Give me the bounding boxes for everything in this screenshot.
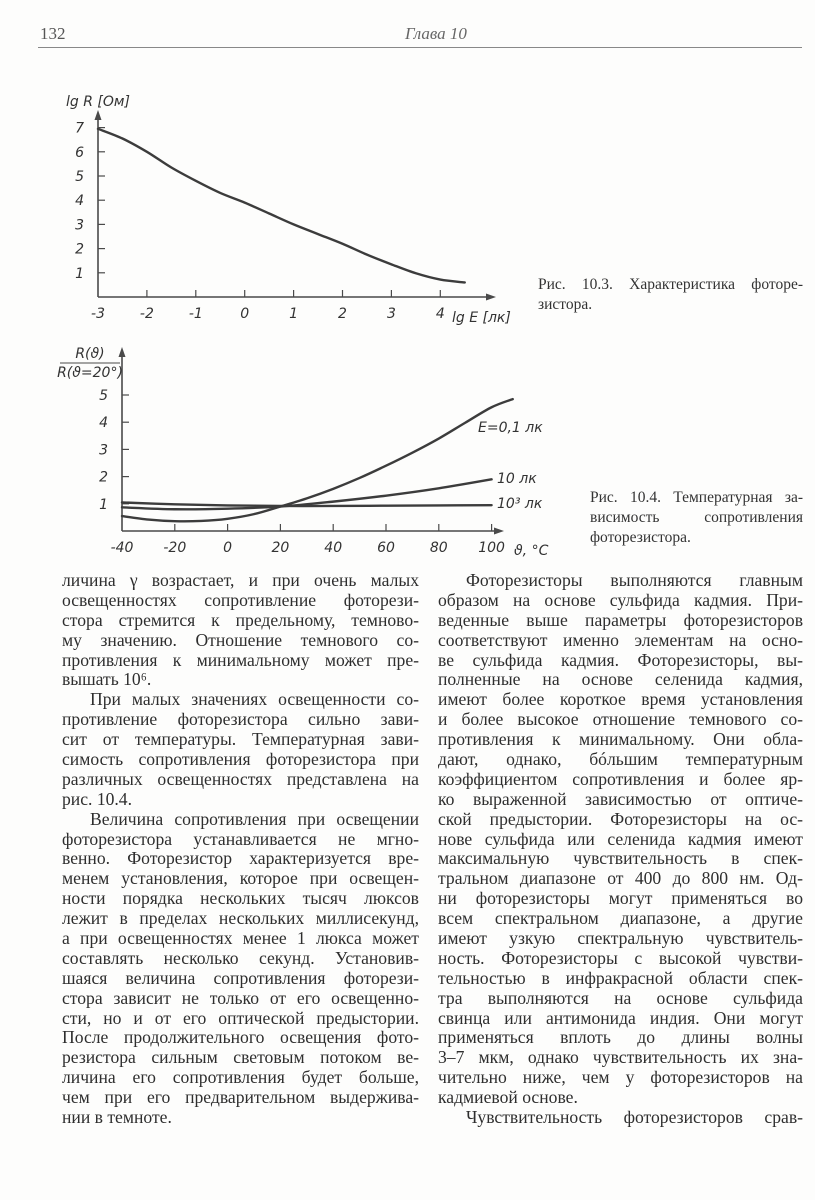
x-tick-label: -2 <box>139 306 154 322</box>
text-line: Чувствительность фоторезисторов срав- <box>466 1107 803 1128</box>
x-tick-label: 60 <box>377 540 395 556</box>
x-axis-arrow-icon <box>486 294 496 301</box>
caption-line: висимость сопротивления <box>590 509 803 526</box>
text-line: тральном диапазоне от 400 до 800 нм. Од- <box>438 868 803 889</box>
text-line: максимальную чувствительность в спек- <box>438 848 803 869</box>
text-line: После продолжительного освещения фото- <box>62 1027 419 1048</box>
x-tick-label: 0 <box>223 540 233 556</box>
x-tick-label: -1 <box>188 306 203 322</box>
x-tick-label: 3 <box>386 306 396 322</box>
y-axis-arrow-icon <box>95 110 102 120</box>
text-line: дают, однако, бóльшим температурным <box>438 749 803 770</box>
x-axis-label: ϑ, °C <box>514 543 549 559</box>
text-line: применяться вплоть до длины волны <box>438 1027 803 1048</box>
x-tick-label: 40 <box>324 540 343 556</box>
text-line: му значению. Отношение темнового со- <box>62 629 419 650</box>
text-line: При малых значениях освещенности со- <box>90 689 419 710</box>
caption-line: фоторезистора. <box>590 529 691 546</box>
text-line: сит от температуры. Температурная зави- <box>62 729 419 750</box>
x-tick-label: 1 <box>289 306 299 322</box>
series-label: 10³ лк <box>497 496 543 512</box>
text-line: Фоторезисторы выполняются главным <box>466 570 803 590</box>
y-tick-label: 4 <box>75 193 84 210</box>
text-line: образом на основе сульфида кадмия. При- <box>438 589 803 610</box>
text-line: шаяся величина сопротивления фоторези- <box>62 967 419 988</box>
text-line: менем установления, которое при освещен- <box>62 868 419 889</box>
y-tick-label: 3 <box>75 217 84 234</box>
y-tick-label: 7 <box>75 120 84 137</box>
text-line: ни фоторезисторы могут применяться во <box>438 888 803 909</box>
x-axis-label: lg E [лк] <box>452 310 511 326</box>
y-tick-label: 2 <box>75 241 84 258</box>
text-line: ность. Фоторезисторы с высокой чувстви- <box>438 947 803 968</box>
text-line: стора зависит не только от его освещенно- <box>62 987 419 1008</box>
text-line: резистора сильным световым потоком ве- <box>62 1047 419 1068</box>
y-tick-label: 5 <box>75 169 84 185</box>
series-label: 10 лк <box>497 471 537 487</box>
caption-line: зистора. <box>538 296 593 313</box>
x-tick-label: 100 <box>478 540 505 556</box>
text-line: различных освещенностях представлена на <box>62 768 419 789</box>
text-line: вышать 10⁶. <box>62 669 152 690</box>
x-axis-arrow-icon <box>494 528 504 535</box>
y-tick-label: 6 <box>75 144 84 161</box>
text-line: всем спектральном диапазоне, а другие <box>438 908 803 929</box>
text-line: составлять несколько секунд. Установив- <box>62 947 419 968</box>
text-line: личина его сопротивления будет больше, <box>62 1067 419 1088</box>
text-line: веденные выше параметры фоторезисторов <box>438 609 803 630</box>
x-tick-label: 2 <box>338 306 347 322</box>
text-line: и более высокое отношение темнового со- <box>438 709 803 730</box>
x-tick-label: 80 <box>429 540 448 556</box>
caption-line: Рис. 10.3. Характеристика фоторе- <box>538 276 803 293</box>
left-text-column <box>62 571 419 1128</box>
page-number: 132 <box>40 24 66 43</box>
text-line: чем при его предварительном выдержива- <box>62 1087 419 1108</box>
figure-10-4-caption <box>590 488 803 548</box>
text-line: коэффициентом сопротивления и более яр- <box>438 768 803 789</box>
x-tick-label: 20 <box>271 540 290 556</box>
x-tick-label: 4 <box>435 306 445 322</box>
text-line: имеют узкую спектральную чувствитель- <box>438 928 803 949</box>
text-line: 3–7 мкм, однако чувствительность их зна- <box>438 1047 803 1068</box>
text-line: противление фоторезистора сильно зави- <box>62 709 419 730</box>
x-tick-label: -40 <box>110 540 134 556</box>
text-line: фоторезистора устанавливается не мгно- <box>62 828 419 849</box>
text-line: чительно ниже, чем у фоторезисторов на <box>438 1067 803 1088</box>
text-line: свинца или антимонида индия. Они могут <box>438 1007 803 1028</box>
text-line: освещенностях сопротивление фоторези- <box>62 589 419 610</box>
y-tick-label: 1 <box>75 265 84 282</box>
text-line: симость сопротивления фоторезистора при <box>62 749 419 770</box>
text-line: противления к минимальному. Они обла- <box>438 729 803 750</box>
y-axis-label-denominator: R(ϑ=20°) <box>57 365 123 381</box>
text-line: тра выполняются на основе сульфида <box>438 987 803 1008</box>
right-text-column <box>438 571 803 1128</box>
caption-line: Рис. 10.4. Температурная за- <box>590 489 803 506</box>
text-line: противления к минимальному может пре- <box>62 649 419 670</box>
text-line: полненные на основе селенида кадмия, <box>438 669 803 690</box>
text-line: нии в темноте. <box>62 1107 172 1128</box>
text-line: ве сульфида кадмия. Фоторезисторы, вы- <box>438 649 803 670</box>
y-axis-arrow-icon <box>119 347 126 357</box>
text-line: нове сульфида или селенида кадмия имеют <box>438 828 803 849</box>
y-tick-label: 4 <box>99 415 108 432</box>
y-tick-label: 3 <box>99 442 108 459</box>
x-tick-label: 0 <box>240 306 250 322</box>
y-axis-label-numerator: R(ϑ) <box>75 346 105 362</box>
series-line-0 <box>98 129 465 283</box>
series-label: E=0,1 лк <box>478 420 543 436</box>
text-line: кадмиевой основе. <box>438 1087 578 1108</box>
text-line: ской предыстории. Фоторезисторы на ос- <box>438 808 803 829</box>
x-tick-label: -3 <box>91 306 105 322</box>
text-line: лежит в пределах нескольких миллисекунд, <box>62 908 419 929</box>
text-line: сти, но и от его оптической предыстории. <box>62 1007 419 1028</box>
x-tick-label: -20 <box>163 540 187 556</box>
text-line: соответствуют именно элементам на осно- <box>438 629 803 650</box>
text-line: стора стремится к предельному, темново- <box>62 609 419 630</box>
figure-10-3-caption <box>538 275 803 315</box>
y-tick-label: 2 <box>99 469 108 486</box>
y-axis-label: lg R [Ом] <box>66 94 130 110</box>
running-header: Глава 10 <box>405 24 467 43</box>
text-line: ко выраженной зависимостью от оптиче- <box>438 788 803 809</box>
y-tick-label: 5 <box>99 388 108 404</box>
text-line: личина γ возрастает, и при очень малых <box>62 570 419 590</box>
text-line: имеют более короткое время установления <box>438 689 803 710</box>
text-line: венно. Фоторезистор характеризуется вре- <box>62 848 419 869</box>
text-line: рис. 10.4. <box>62 788 133 809</box>
y-tick-label: 1 <box>99 496 108 513</box>
text-line: а при освещенностях менее 1 люкса может <box>62 928 419 949</box>
text-line: ности порядка нескольких тысяч люксов <box>62 888 419 909</box>
text-line: Величина сопротивления при освещении <box>90 808 419 829</box>
text-line: тельностью в инфракрасной области спек- <box>438 967 803 988</box>
